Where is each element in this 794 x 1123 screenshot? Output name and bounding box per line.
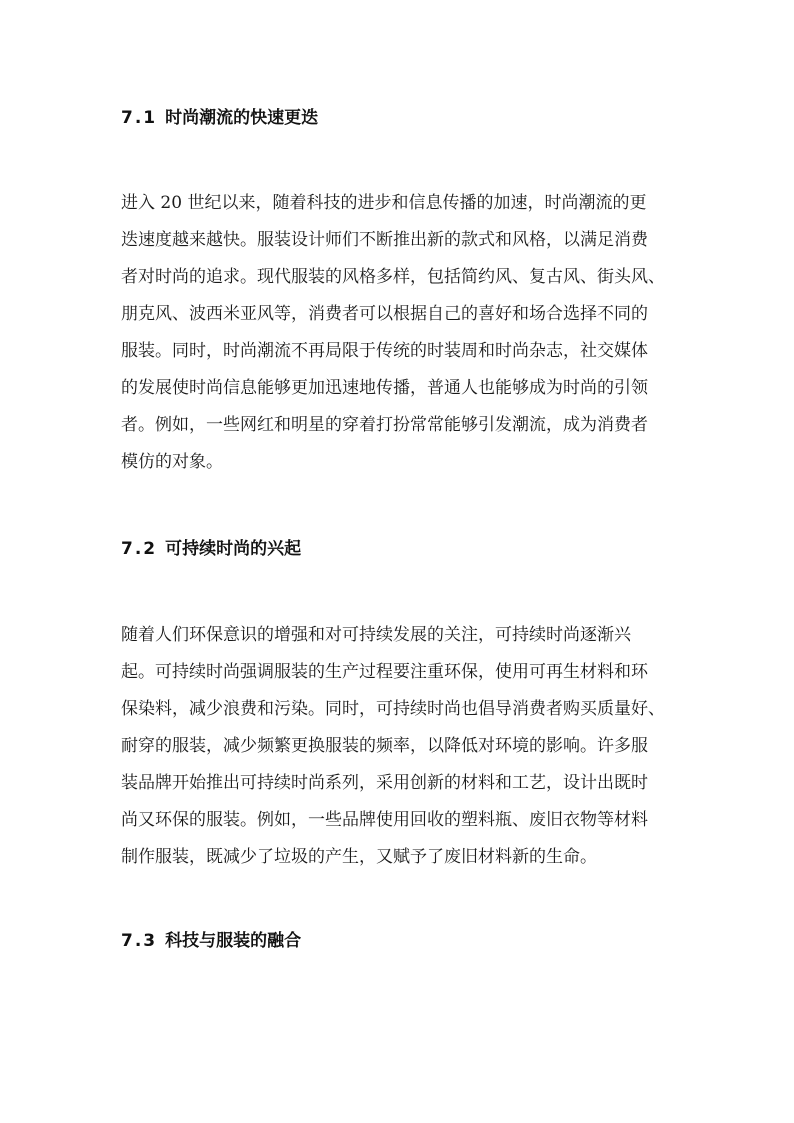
paragraph-line: 保染料，减少浪费和污染。同时，可持续时尚也倡导消费者购买质量好、 bbox=[121, 699, 665, 719]
paragraph-line: 起。可持续时尚强调服装的生产过程要注重环保，使用可再生材料和环 bbox=[121, 662, 648, 682]
paragraph-line: 模仿的对象。 bbox=[121, 452, 223, 472]
paragraph-line: 迭速度越来越快。服装设计师们不断推出新的款式和风格，以满足消费 bbox=[121, 230, 648, 250]
section-paragraph-7-1 bbox=[121, 185, 681, 481]
paragraph-line: 服装。同时，时尚潮流不再局限于传统的时装周和时尚杂志，社交媒体 bbox=[121, 341, 648, 361]
section-number: 7.3 bbox=[121, 931, 158, 951]
paragraph-line: 制作服装，既减少了垃圾的产生，又赋予了废旧材料新的生命。 bbox=[121, 847, 597, 867]
paragraph-line: 进入 20 世纪以来，随着科技的进步和信息传播的加速，时尚潮流的更 bbox=[121, 193, 647, 213]
paragraph-line: 者。例如，一些网红和明星的穿着打扮常常能够引发潮流，成为消费者 bbox=[121, 415, 648, 435]
section-heading-7-1 bbox=[121, 106, 318, 130]
section-number: 7.1 bbox=[121, 108, 158, 128]
paragraph-line: 尚又环保的服装。例如，一些品牌使用回收的塑料瓶、废旧衣物等材料 bbox=[121, 810, 648, 830]
section-heading-7-3 bbox=[121, 929, 301, 953]
paragraph-line: 者对时尚的追求。现代服装的风格多样，包括简约风、复古风、街头风、 bbox=[121, 267, 665, 287]
section-title: 科技与服装的融合 bbox=[165, 931, 302, 951]
paragraph-line: 装品牌开始推出可持续时尚系列，采用创新的材料和工艺，设计出既时 bbox=[121, 773, 648, 793]
section-heading-7-2 bbox=[121, 537, 301, 561]
paragraph-line: 朋克风、波西米亚风等，消费者可以根据自己的喜好和场合选择不同的 bbox=[121, 304, 648, 324]
paragraph-line: 的发展使时尚信息能够更加迅速地传播，普通人也能够成为时尚的引领 bbox=[121, 378, 648, 398]
section-paragraph-7-2 bbox=[121, 617, 681, 876]
paragraph-line: 随着人们环保意识的增强和对可持续发展的关注，可持续时尚逐渐兴 bbox=[121, 625, 631, 645]
paragraph-line: 耐穿的服装，减少频繁更换服装的频率，以降低对环境的影响。许多服 bbox=[121, 736, 648, 756]
section-title: 时尚潮流的快速更迭 bbox=[165, 108, 319, 128]
section-number: 7.2 bbox=[121, 539, 158, 559]
section-title: 可持续时尚的兴起 bbox=[165, 539, 302, 559]
